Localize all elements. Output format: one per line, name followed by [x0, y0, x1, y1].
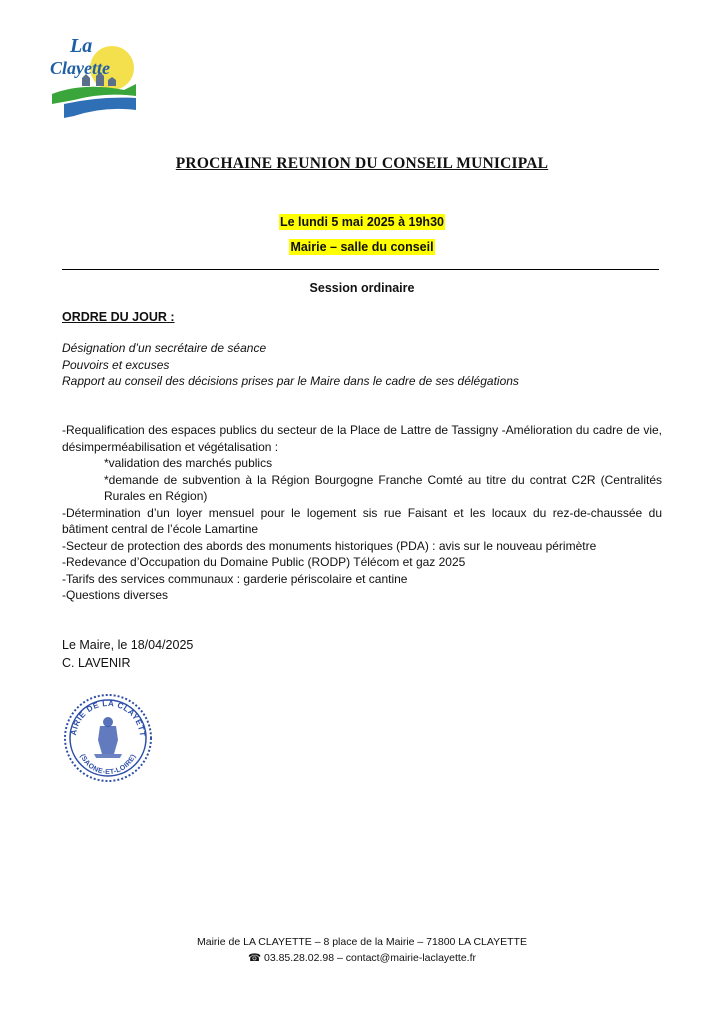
agenda-item: -Requalification des espaces publics du secteur de la Place de Lattre de Tassigny -Amélioration du cadre de vie, désimperméabilisation et végétalisation :	[62, 423, 662, 454]
agenda-list	[62, 422, 662, 604]
signature-name: C. LAVENIR	[62, 656, 131, 670]
official-stamp-graphic	[62, 692, 154, 784]
agenda-item: -Questions diverses	[62, 588, 169, 602]
preliminary-item: Pouvoirs et excuses	[62, 357, 170, 372]
stamp-emblem	[94, 717, 122, 758]
agenda-item: -Détermination d’un loyer mensuel pour le logement sis rue Faisant et les locaux du rez-de-chaussée du bâtiment central de l’école Lamartine	[62, 505, 662, 536]
preliminary-item: Désignation d’un secrétaire de séance	[62, 341, 267, 355]
meeting-date-line	[0, 215, 724, 229]
footer-contact-line	[0, 950, 724, 966]
agenda-item: -Redevance d’Occupation du Domaine Public (RODP) Télécom et gaz 2025	[62, 555, 466, 569]
agenda-heading-suffix: :	[166, 310, 175, 324]
stamp-bottom-text: (SAONE-ET-LOIRE)	[78, 753, 138, 777]
meeting-location-line	[0, 240, 724, 254]
preliminaries-list	[62, 340, 662, 390]
document-title: PROCHAINE REUNION DU CONSEIL MUNICIPAL	[175, 155, 549, 172]
session-type: Session ordinaire	[309, 281, 415, 295]
agenda-subitem: *validation des marchés publics	[104, 456, 273, 470]
stamp-top-text: AIRIE DE LA CLAYETT	[69, 698, 148, 738]
preliminary-item: Rapport au conseil des décisions prises par le Maire dans le cadre de ses délégations	[62, 374, 519, 388]
page-footer	[0, 934, 724, 966]
horizontal-divider	[62, 269, 659, 270]
telephone-icon: ☎	[247, 952, 262, 964]
agenda-heading: ORDRE DU JOUR	[62, 310, 167, 324]
meeting-location-text: Mairie – salle du conseil	[290, 240, 434, 254]
logo-text-la: La	[70, 35, 93, 57]
footer-address: Mairie de LA CLAYETTE – 8 place de la Mairie – 71800 LA CLAYETTE	[197, 936, 527, 948]
agenda-heading-line	[62, 310, 175, 324]
footer-contact: 03.85.28.02.98 – contact@mairie-laclayette.fr	[263, 952, 477, 964]
logo-text-clayette: Clayette	[50, 58, 110, 78]
meeting-date-text: Le lundi 5 mai 2025 à 19h30	[280, 215, 444, 229]
signature-place-date: Le Maire, le 18/04/2025	[62, 638, 194, 652]
signature-block	[62, 636, 193, 672]
official-stamp	[62, 692, 154, 784]
agenda-item: -Secteur de protection des abords des monuments historiques (PDA) : avis sur le nouveau périmètre	[62, 538, 597, 553]
agenda-subitem: *demande de subvention à la Région Bourgogne Franche Comté au titre du contrat C2R (Centralités Rurales en Région)	[104, 472, 662, 503]
town-logo-graphic	[44, 34, 144, 118]
town-logo	[44, 34, 144, 118]
agenda-item: -Tarifs des services communaux : garderie périscolaire et cantine	[62, 571, 408, 586]
